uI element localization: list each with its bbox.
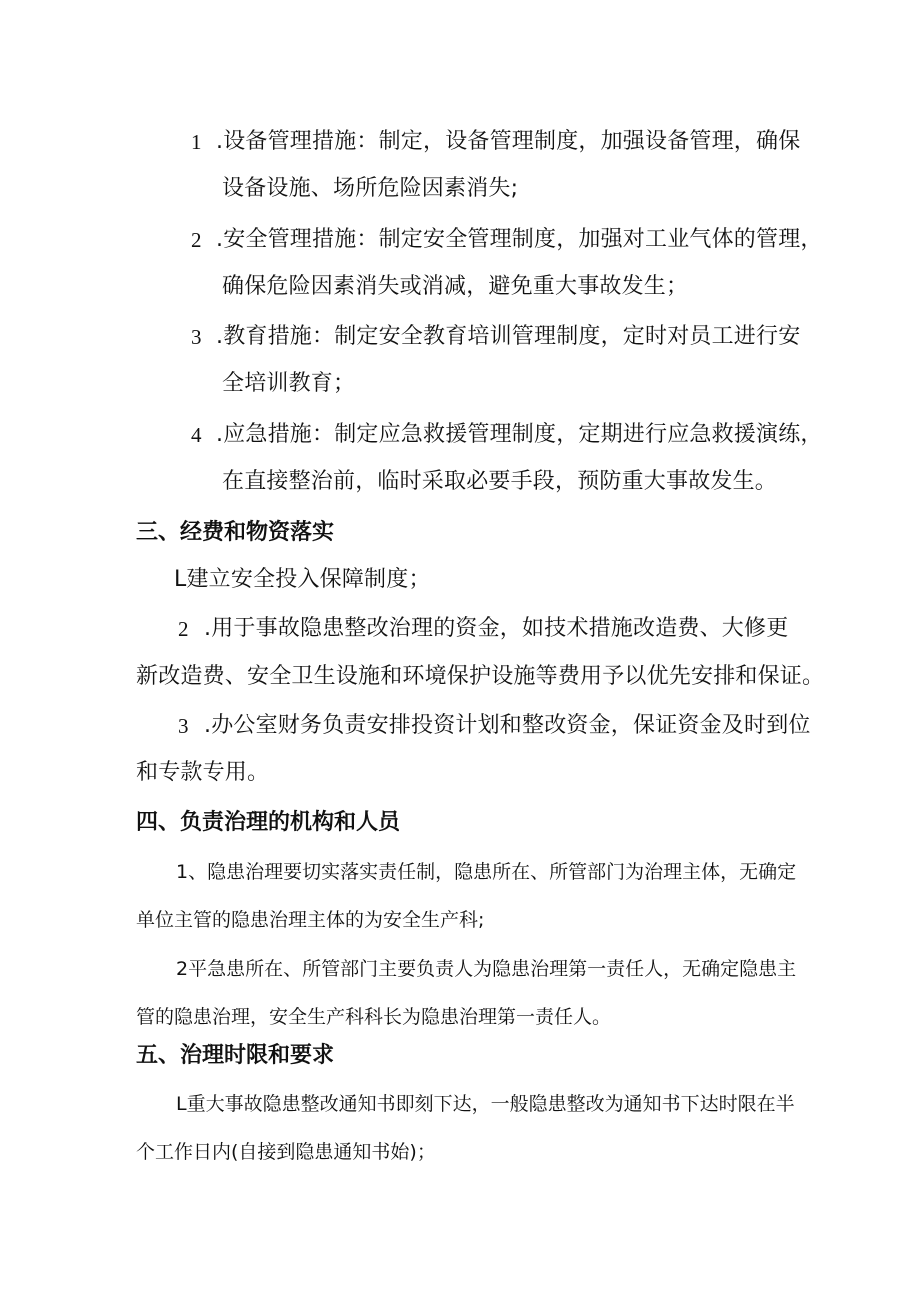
- list-item-text: 全培训教育；: [222, 371, 356, 396]
- list-item-text: .安全管理措施：制定安全管理制度，加强对工业气体的管理，: [216, 227, 823, 252]
- list-item-text: 在直接整治前，临时采取必要手段，预防重大事故发生。: [222, 469, 778, 494]
- list-item-text: 新改造费、安全卫生设施和环境保护设施等费用予以优先安排和保证。: [136, 664, 825, 689]
- paragraph-text: 个工作日内(自接到隐患通知书始)；: [136, 1141, 436, 1163]
- paragraph-text: 2平急患所在、所管部门主要负责人为隐患治理第一责任人，无确定隐患主: [176, 958, 797, 980]
- list-item-text: 确保危险因素消失或消减，避免重大事故发生；: [222, 274, 689, 299]
- item-number: 4: [191, 423, 202, 447]
- list-item-text: 和专款专用。: [136, 760, 270, 785]
- paragraph-text: 单位主管的隐患治理主体的为安全生产科;: [136, 909, 485, 931]
- list-item-text: .应急措施：制定应急救援管理制度，定期进行应急救援演练，: [216, 422, 823, 447]
- item-number: 3: [178, 714, 189, 738]
- item-number: 2: [178, 617, 189, 641]
- item-number: 2: [191, 228, 202, 252]
- list-item-text: .设备管理措施：制定，设备管理制度，加强设备管理，确保: [216, 129, 801, 154]
- list-item-text: 设备设施、场所危险因素消失;: [222, 176, 519, 201]
- paragraph-text: 管的隐患治理，安全生产科科长为隐患治理第一责任人。: [136, 1006, 612, 1028]
- paragraph-text: 1、隐患治理要切实落实责任制，隐患所在、所管部门为治理主体，无确定: [176, 861, 797, 883]
- section-heading: 五、治理时限和要求: [136, 1043, 335, 1068]
- section-heading: 四、负责治理的机构和人员: [136, 810, 401, 835]
- list-item-text: .教育措施：制定安全教育培训管理制度，定时对员工进行安: [216, 324, 801, 349]
- section-heading: 三、经费和物资落实: [136, 520, 335, 545]
- list-item-text: .用于事故隐患整改治理的资金，如技术措施改造费、大修更: [204, 616, 789, 641]
- item-number: 3: [191, 325, 202, 349]
- list-item-text: .办公室财务负责安排投资计划和整改资金，保证资金及时到位: [204, 713, 811, 738]
- paragraph-text: L重大事故隐患整改通知书即刻下达，一般隐患整改为通知书下达时限在半: [176, 1093, 795, 1115]
- item-number: 1: [191, 130, 202, 154]
- list-item-text: L建立安全投入保障制度；: [174, 567, 431, 592]
